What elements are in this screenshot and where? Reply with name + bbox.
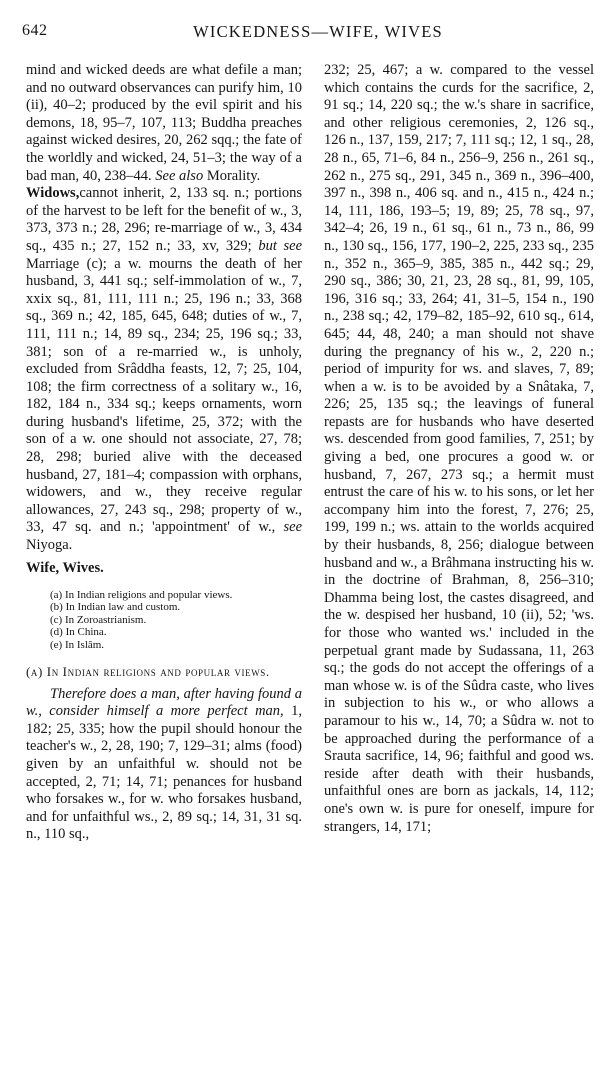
widows-see-target: Niyoga. — [26, 537, 73, 554]
subsection-item: (c) In Zoroastrianism. — [50, 613, 147, 626]
subsection-item: (e) In Islâm. — [50, 639, 105, 651]
wife-heading: Wife, Wives. — [26, 559, 104, 576]
widows-entry — [26, 185, 302, 554]
left-column — [26, 62, 302, 1068]
page-header — [22, 22, 590, 48]
widows-text-part-2: Marriage (c); a w. mourns the death of her husband, 3, 441 sq.; self-immolation of w., 7, xxix sq., 81, 111, 111 n.; 25, 196 n.; 33, 368 sq., 369 n.; 42, 185, 645, 648; duties of w., 7, 111, 111 n.; 14, 89 sq., 234; 25, 196 sq.; 33, 381; son of a re-married w., is unholy, excluded from Srâddha feasts, 12, 7; 25, 104, 108; the firm correctness of a solitary w., 16, 182, 184 n., 334 sq.; keeps ornaments, worn during husband's lifetime, 25, 372; with the son of a w. one should not associate, 27, 78; 28, 298; buried alive with the deceased husband, 27, 181–4; compassion with orphans, widowers, and w., they receive regular allowances, 27, 243 sq., 298; property of w., 33, 47 sq. and n.; 'appointment' of w., — [26, 255, 302, 536]
wickedness-continuation — [26, 62, 302, 185]
subsection-item: (d) In China. — [50, 626, 107, 639]
running-head: WICKEDNESS—WIFE, WIVES — [193, 22, 443, 41]
widows-heading: Widows, — [26, 185, 80, 202]
subsection-item: (b) In Indian law and custom. — [50, 601, 181, 614]
see-also-label: See also — [155, 167, 204, 184]
see-also-target: Morality. — [206, 167, 261, 184]
wickedness-text: mind and wicked deeds are what defile a man; and no outward observances can purify him, 10 (ii), 40–2; produced by the evil spirit and his demons, 18, 95–7, 107, 113; Buddha preaches against wicked desires, 20, 262 sqq.; the fate of the worldly and wicked, 24, 51–3; the way of a bad man, 40, 238–44. — [26, 62, 302, 184]
section-a-italic-quote: Therefore does a man, after having found a w., consider himself a more perfect man, — [26, 685, 302, 720]
widows-text-part-1: cannot inherit, 2, 133 sq. n.; portions of the harvest to be left for the benefit of w., 3, 373, 373 n.; 28, 296; re-marriage of w., 3, 434 sq., 435 n.; 27, 152 n.; 33, xv, 329; — [26, 185, 302, 254]
section-a-text — [26, 686, 302, 844]
subsection-list — [50, 589, 302, 652]
wife-entry-continued: 232; 25, 467; a w. compared to the vessel which contains the curds for the sacrifice, 2, 91 sq.; 14, 220 sq.; the w.'s share in sacrifice, and other religious ceremonies, 2, 126 sq., 126 n., 137, 159, 217; 7, 111 sq.; 12, 1 sq., 28, 28 n., 65, 71–6, 84 n., 256–9, 256 n., 261 sq., 262 n., 275 sq., 291, 345 n., 369 n., 396–400, 397 n., 398 n., 406 sq. and n., 415 n., 424 n.; 14, 111, 186, 193–5; 19, 89; 25, 78 sq., 97, 342–4; 26, 19 n., 61 sq., 61 n., 73 n., 86, 99 n., 130 sq., 156, 177, 190–2, 225, 233 sq., 235 n., 352 n., 365–9, 385, 385 n., 442 sq.; 29, 290 sq., 386; 30, 21, 23, 28 sq., 81, 99, 105, 196, 316 sq.; 33, 264; 41, 31–5, 154 n., 190 n., 238 sq.; 42, 179–82, 185–92, 610 sq., 614, 645; 44, 48, 240; a man should not shave during the pregnancy of his w., 2, 220 n.; period of impurity for ws. and slaves, 7, 89; when a w. is to be avoided by a Snâtaka, 7, 226; 25, 135 sq.; the leavings of funeral repasts are for husbands who have deserted ws. descended from good families, 7, 251; by giving a bed, one procures a good w. or husband, 7, 267, 273 sq.; a hermit must entrust the care of his w. to his sons, or let her accompany him into the forest, 7, 276; 25, 199, 199 n.; ws. attain to the worlds acquired by their husbands, 8, 256; dialogue between husband and w., a Brâhmana instructing his w. in the doctrine of Brahman, 8, 256–310; Dhamma being lost, the castes disagreed, and the w. despised her husband, 10 (ii), 52; 'ws. for those who wanted ws.' included in the perpetual grant made by Sudassana, 11, 263 sq.; the gods do not accept the offerings of a man whose w. is of the Sûdra caste, who lives in subjection to his w., or who allows a paramour to his w., 14, 70; a Sûdra w. not to be approached during the performance of a Srauta sacrifice, 14, 96; faithful and good ws. reside after death with their husbands, unfaithful ones are born as jackals, 14, 112; one's own w. is pure for oneself, impure for strangers, 14, 171; — [324, 62, 594, 835]
section-a-body: 1, 182; 25, 335; how the pupil should honour the teacher's w., 2, 28, 190; 7, 129–31; alms (food) given by an unfaithful w. should not be accepted, 2, 71; 14, 71; penances for husband who forsakes w., for w. who forsakes husband, and for unfaithful ws., 2, 89 sq.; 14, 31, 31 sq. n., 110 sq., — [26, 703, 302, 843]
page-number: 642 — [22, 22, 48, 39]
widows-but-see-label: but see — [258, 237, 302, 254]
widows-see-label: see — [283, 519, 302, 536]
subsection-item: (a) In Indian religions and popular views. — [50, 588, 233, 601]
right-column — [324, 62, 594, 1068]
section-a-heading: (a) In Indian religions and popular views. — [26, 663, 270, 679]
